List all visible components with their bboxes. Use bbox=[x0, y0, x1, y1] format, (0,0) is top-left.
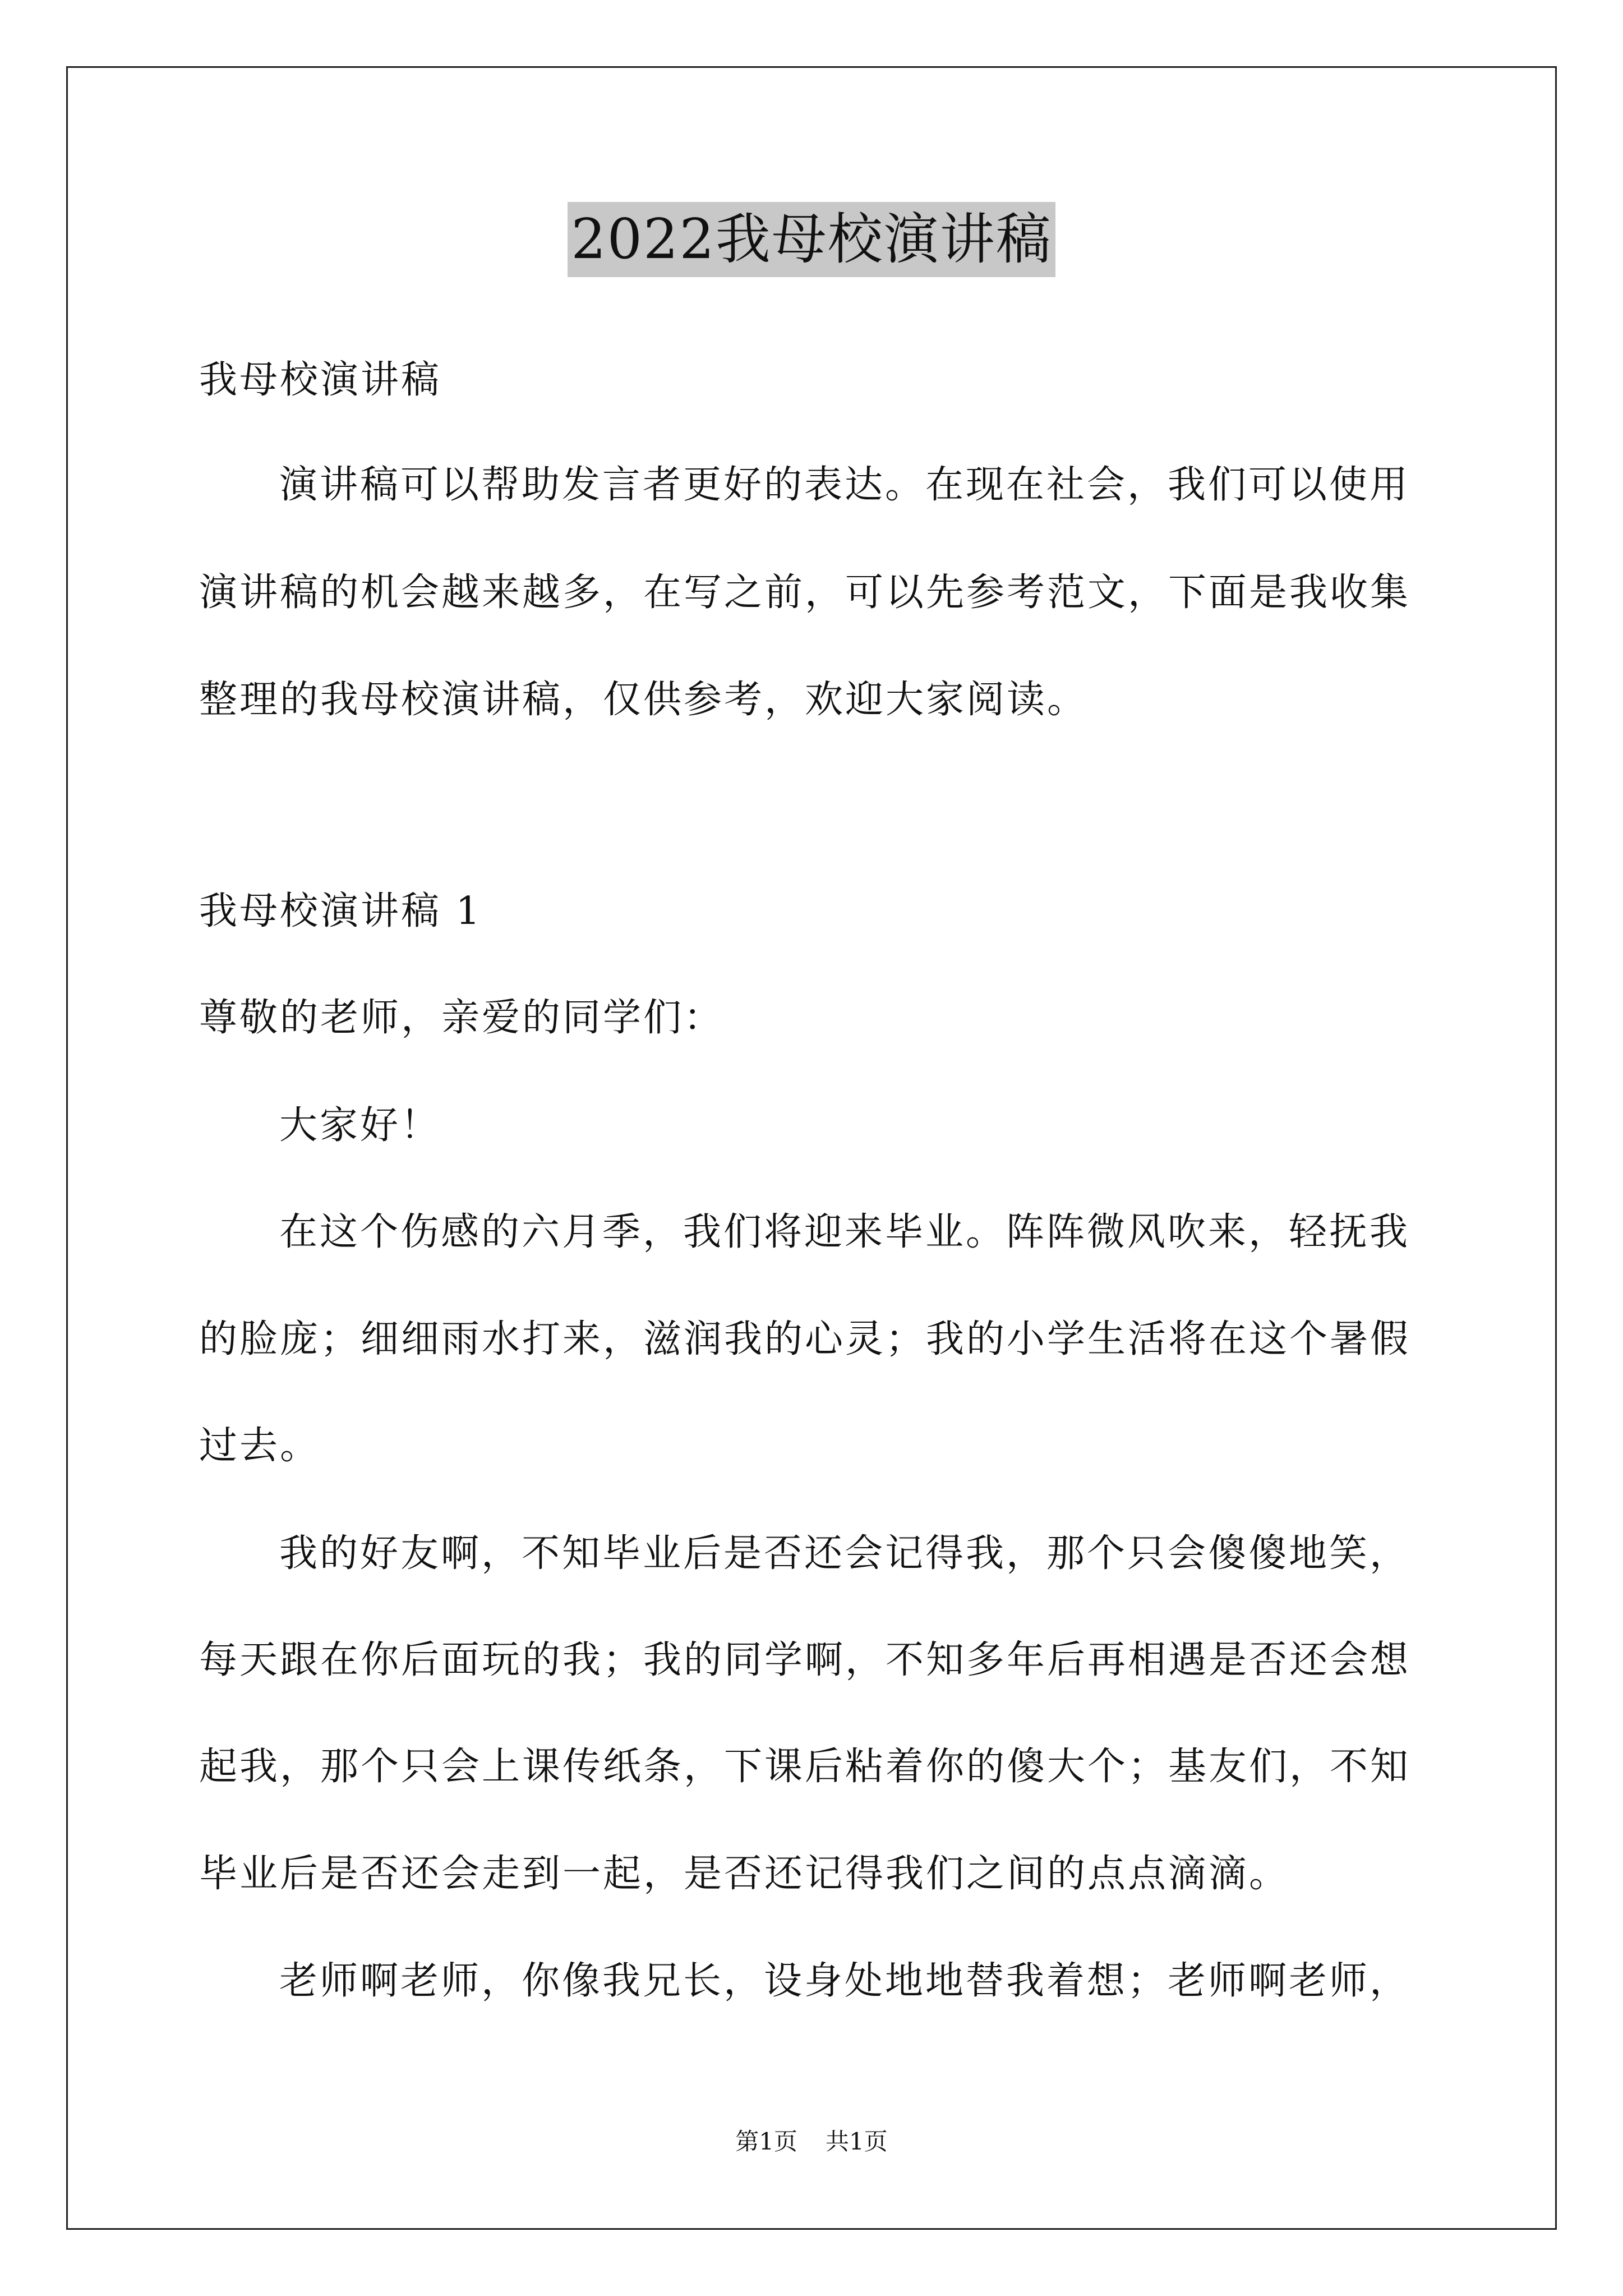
paragraph-2-line-1: 我的好友啊，不知毕业后是否还会记得我，那个只会傻傻地笑， bbox=[279, 1531, 1410, 1576]
title-wrap bbox=[0, 202, 1623, 277]
paragraph-2-line-3: 起我，那个只会上课传纸条，下课后粘着你的傻大个；基友们，不知 bbox=[199, 1745, 1411, 1789]
intro-line-2: 演讲稿的机会越来越多，在写之前，可以先参考范文，下面是我收集 bbox=[199, 570, 1411, 615]
intro-line-1: 演讲稿可以帮助发言者更好的表达。在现在社会，我们可以使用 bbox=[279, 463, 1410, 507]
page-total: 共1页 bbox=[826, 2128, 888, 2155]
speech-heading: 我母校演讲稿 1 bbox=[199, 889, 482, 933]
salutation: 尊敬的老师，亲爱的同学们： bbox=[199, 996, 725, 1040]
greeting: 大家好！ bbox=[279, 1103, 441, 1148]
paragraph-2-line-4: 毕业后是否还会走到一起，是否还记得我们之间的点点滴滴。 bbox=[199, 1852, 1290, 1896]
paragraph-2-line-2: 每天跟在你后面玩的我；我的同学啊，不知多年后再相遇是否还会想 bbox=[199, 1638, 1411, 1682]
page-footer bbox=[0, 2128, 1623, 2156]
intro-line-3: 整理的我母校演讲稿，仅供参考，欢迎大家阅读。 bbox=[199, 678, 1088, 722]
paragraph-1-line-2: 的脸庞；细细雨水打来，滋润我的心灵；我的小学生活将在这个暑假 bbox=[199, 1317, 1411, 1361]
document-title: 2022我母校演讲稿 bbox=[568, 202, 1055, 277]
paragraph-1-line-1: 在这个伤感的六月季，我们将迎来毕业。阵阵微风吹来，轻抚我 bbox=[279, 1210, 1410, 1254]
section-heading: 我母校演讲稿 bbox=[199, 358, 442, 402]
paragraph-1-line-3: 过去。 bbox=[199, 1424, 321, 1468]
page-number: 第1页 bbox=[735, 2128, 797, 2155]
paragraph-3-line-1: 老师啊老师，你像我兄长，设身处地地替我着想；老师啊老师， bbox=[279, 1959, 1410, 2003]
